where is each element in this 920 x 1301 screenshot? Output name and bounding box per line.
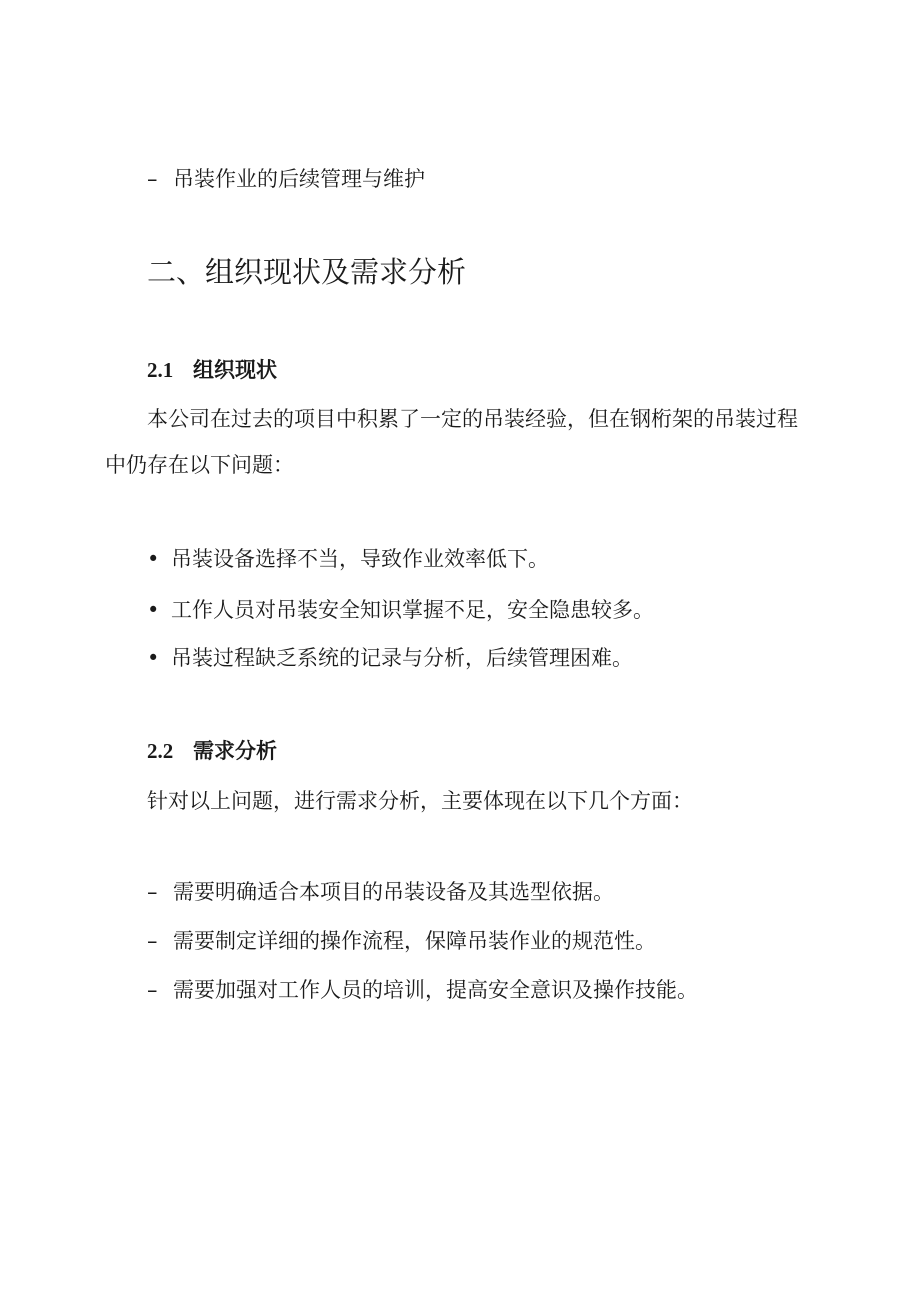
subsection-number: 2.2 bbox=[147, 739, 174, 763]
list-item-text: 需要制定详细的操作流程，保障吊装作业的规范性。 bbox=[173, 929, 656, 953]
list-item bbox=[147, 878, 614, 906]
bullet-item bbox=[147, 644, 633, 672]
subsection-heading bbox=[147, 356, 277, 384]
list-item bbox=[147, 976, 698, 1004]
bullet-text: 工作人员对吊装安全知识掌握不足，安全隐患较多。 bbox=[171, 598, 654, 622]
dash-marker: – bbox=[147, 929, 158, 953]
subsection-heading bbox=[147, 737, 277, 765]
bullet-item bbox=[147, 596, 654, 624]
paragraph: 本公司在过去的项目中积累了一定的吊装经验，但在钢桁架的吊装过程中仍存在以下问题： bbox=[105, 407, 798, 477]
list-item-text: 需要明确适合本项目的吊装设备及其选型依据。 bbox=[173, 880, 614, 904]
list-item-text: 需要加强对工作人员的培训，提高安全意识及操作技能。 bbox=[173, 978, 698, 1002]
bullet-marker: • bbox=[147, 598, 160, 622]
bullet-marker: • bbox=[147, 646, 160, 670]
dash-marker: – bbox=[147, 167, 158, 191]
bullet-marker: • bbox=[147, 547, 160, 571]
list-item-text: 吊装作业的后续管理与维护 bbox=[173, 167, 425, 191]
section-heading: 二、组织现状及需求分析 bbox=[147, 255, 467, 289]
subsection-title: 需求分析 bbox=[193, 739, 277, 763]
list-item bbox=[147, 165, 425, 193]
bullet-item bbox=[147, 545, 549, 573]
paragraph: 针对以上问题，进行需求分析，主要体现在以下几个方面： bbox=[147, 789, 693, 813]
dash-marker: – bbox=[147, 978, 158, 1002]
subsection-number: 2.1 bbox=[147, 358, 174, 382]
subsection-title: 组织现状 bbox=[193, 358, 277, 382]
bullet-text: 吊装过程缺乏系统的记录与分析，后续管理困难。 bbox=[171, 646, 633, 670]
dash-marker: – bbox=[147, 880, 158, 904]
list-item bbox=[147, 927, 656, 955]
bullet-text: 吊装设备选择不当，导致作业效率低下。 bbox=[171, 547, 549, 571]
